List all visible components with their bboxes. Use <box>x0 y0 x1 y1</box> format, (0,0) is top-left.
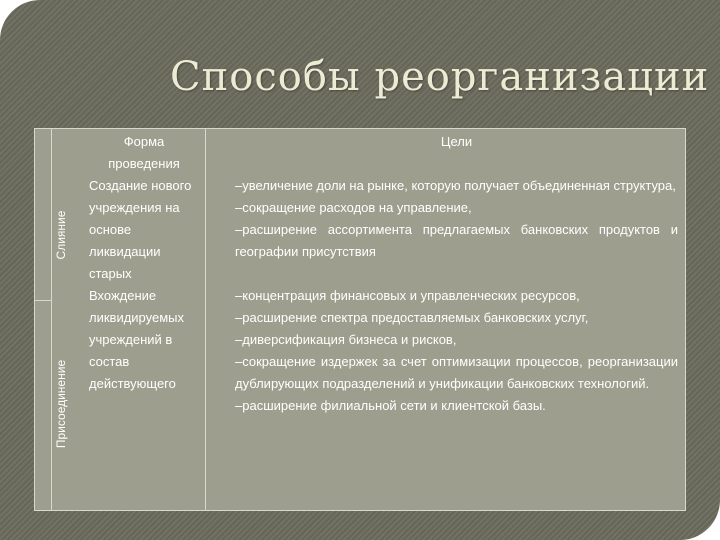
goal-item: –диверсификация бизнеса и рисков, <box>235 332 457 347</box>
goal-item: –концентрация финансовых и управленческих ресурсов, <box>235 288 580 303</box>
goal-item: –увеличение доли на рынке, которую получает объединенная структура, <box>235 178 676 193</box>
goal-item: –расширение филиальной сети и клиентской базы. <box>235 398 546 413</box>
header-form: Форма проведения <box>108 134 180 171</box>
form-merger: Создание нового учреждения на основе ликвидации старых <box>89 178 192 281</box>
table-divider <box>51 129 52 510</box>
table-divider <box>205 129 206 510</box>
slide-title: Способы реорганизации <box>170 54 710 100</box>
goal-item: –сокращение расходов на управление, <box>235 200 472 215</box>
form-accession: Вхождение ликвидируемых учреждений в состав действующего <box>89 288 184 391</box>
goal-item: –расширение ассортимента предлагаемых банковских продуктов и географии присутствия <box>235 222 678 259</box>
goal-item: –расширение спектра предоставляемых банковских услуг, <box>235 310 589 325</box>
table-divider <box>35 300 51 301</box>
goals-merger <box>235 175 678 263</box>
reorganization-table: Слияние Присоединение Форма проведения Цели Создание нового учреждения на основе ликвидации старых –увеличение доли на рынке, которую получает объединенная структура, –сокращение расходов на управление, –расширение ассортимента предлагаемых банковских продуктов и географии присутствия Вхождение ликвидируемых учреждений в состав действующего –концентрация финансовых и управленческих ресурсов, –расширение спектра предоставляемых банковских услуг, –диверсификация бизнеса и рисков, –сокращение издержек за счет оптимизации процессов, реорганизации дублирующих подразделений и унификации банковских технологий. –расширение филиальной сети и клиентской базы. <box>34 128 686 511</box>
goals-accession <box>235 285 678 417</box>
goal-item: –сокращение издержек за счет оптимизации процессов, реорганизации дублирующих подразделений и унификации банковских технологий. <box>235 354 678 391</box>
header-goals: Цели <box>440 134 473 149</box>
